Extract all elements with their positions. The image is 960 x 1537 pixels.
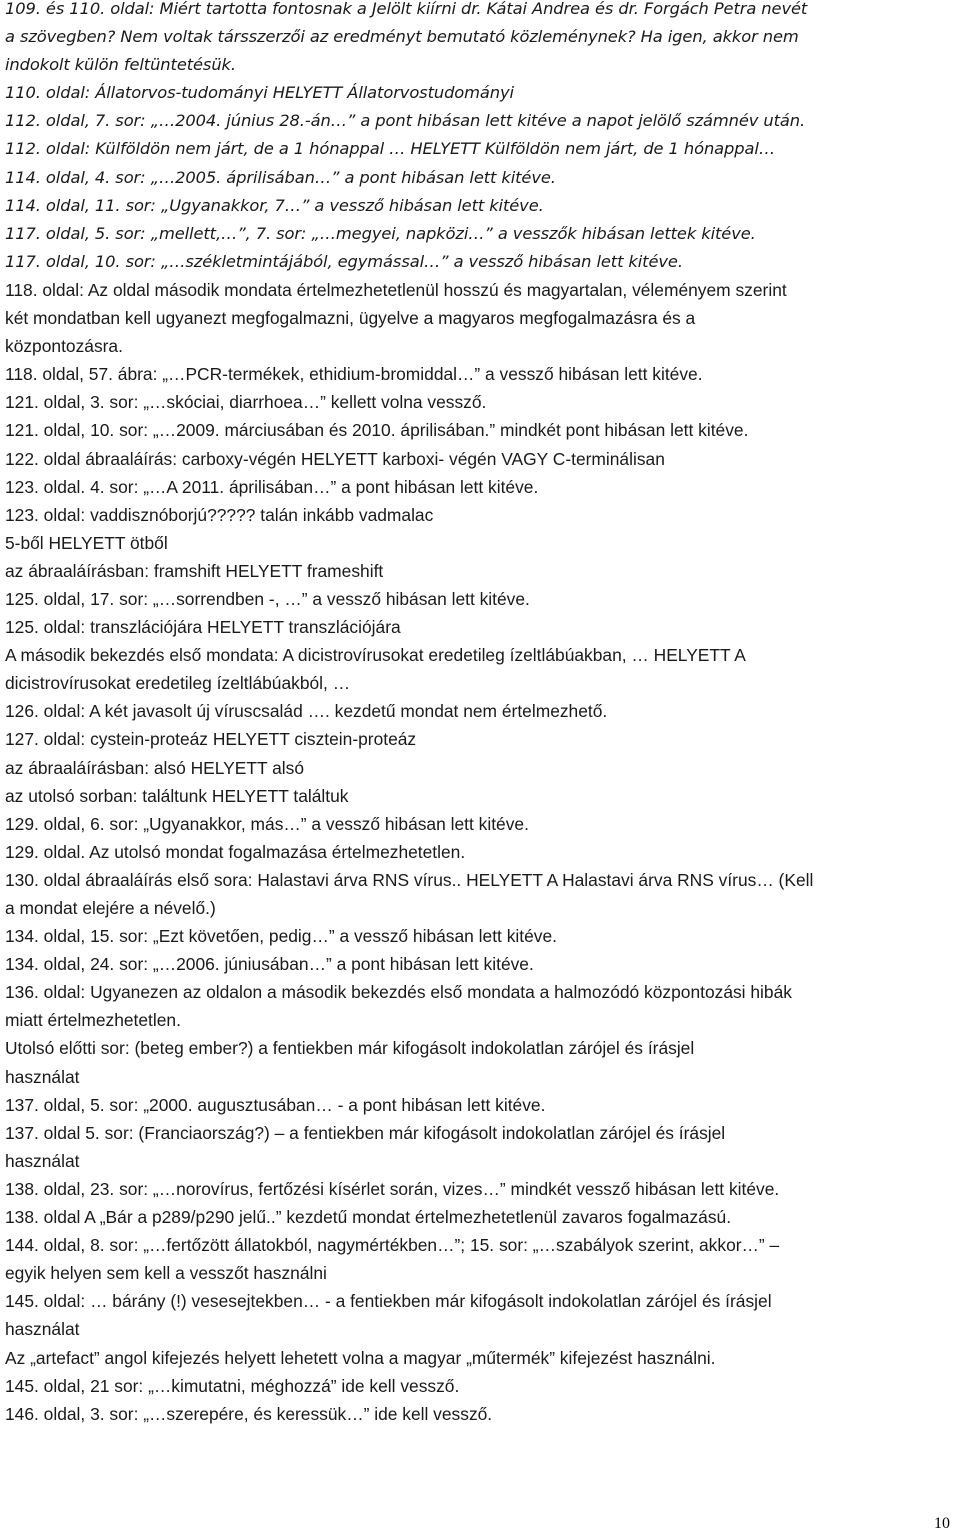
text-line: 146. oldal, 3. sor: „…szerepére, és keressük…” ide kell vessző. [5, 1403, 493, 1424]
page-number: 10 [934, 1515, 950, 1532]
text-line: 114. oldal, 11. sor: „Ugyanakkor, 7…” a vessző hibásan lett kitéve. [5, 195, 544, 215]
text-line: egyik helyen sem kell a vesszőt használni [5, 1263, 327, 1284]
text-line: 117. oldal, 5. sor: „mellett,…”, 7. sor: „…megyei, napközi…” a vesszők hibásan lettek kitéve. [5, 223, 756, 243]
text-line: 114. oldal, 4. sor: „…2005. áprilisában…” a pont hibásan lett kitéve. [5, 167, 556, 187]
text-line: 134. oldal, 15. sor: „Ezt követően, pedig…” a vessző hibásan lett kitéve. [5, 926, 557, 947]
text-line: Az „artefact” angol kifejezés helyett lehetett volna a magyar „műtermék” kifejezést használni. [5, 1347, 716, 1368]
text-line: 109. és 110. oldal: Miért tartotta fontosnak a Jelölt kiírni dr. Kátai Andrea és dr. Forgách Petra nevét [5, 0, 808, 18]
text-line: indokolt külön feltüntetésük. [5, 55, 236, 75]
text-line: dicistrovírusokat eredetileg ízeltlábúakból, … [5, 673, 351, 694]
text-line: 110. oldal: Állatorvos-tudományi HELYETT Állatorvostudományi [5, 83, 514, 103]
text-line: 138. oldal, 23. sor: „…norovírus, fertőzési kísérlet során, vizes…” mindkét vessző hibásan lett kitéve. [5, 1178, 780, 1199]
text-line: 144. oldal, 8. sor: „…fertőzött állatokból, nagymértékben…”; 15. sor: „…szabályok szerint, akkor…” – [5, 1235, 780, 1256]
text-line: a szövegben? Nem voltak társszerzői az eredményt bemutató közleménynek? Ha igen, akkor nem [5, 27, 799, 47]
text-line: 112. oldal, 7. sor: „…2004. június 28.-án…” a pont hibásan lett kitéve a napot jelölő számnév után. [5, 111, 806, 131]
text-line: miatt értelmezhetetlen. [5, 1010, 181, 1031]
text-line: 145. oldal: … bárány (!) vesesejtekben… - a fentiekben már kifogásolt indokolatlan zárójel és írásjel [5, 1291, 772, 1312]
text-line: 121. oldal, 3. sor: „…skóciai, diarrhoea…” kellett volna vessző. [5, 392, 487, 413]
text-line: az utolsó sorban: találtunk HELYETT találtuk [5, 785, 349, 806]
text-line: 138. oldal A „Bár a p289/p290 jelű..” kezdetű mondat értelmezhetetlenül zavaros fogalmazású. [5, 1207, 732, 1228]
text-line: a mondat elejére a névelő.) [5, 898, 216, 918]
text-line: használat [5, 1066, 80, 1087]
text-line: 145. oldal, 21 sor: „…kimutatni, méghozzá” ide kell vessző. [5, 1375, 460, 1396]
text-line: 134. oldal, 24. sor: „…2006. júniusában…” a pont hibásan lett kitéve. [5, 954, 534, 975]
text-line: 136. oldal: Ugyanezen az oldalon a második bekezdés első mondata a halmozódó központozási hibák [5, 982, 792, 1003]
text-line: 118. oldal, 57. ábra: „…PCR-termékek, ethidium-bromiddal…” a vessző hibásan lett kitéve. [5, 364, 703, 385]
text-line: 137. oldal, 5. sor: „2000. augusztusában… - a pont hibásan lett kitéve. [5, 1094, 546, 1115]
text-line: az ábraaláírásban: alsó HELYETT alsó [5, 757, 305, 778]
text-line: 137. oldal 5. sor: (Franciaország?) – a fentiekben már kifogásolt indokolatlan zárójel és írásjel [5, 1122, 726, 1143]
text-line: 125. oldal: transzlációjára HELYETT transzlációjára [5, 617, 401, 638]
text-line: 117. oldal, 10. sor: „…székletmintájából, egymással…” a vessző hibásan lett kitéve. [5, 251, 683, 271]
text-line: 126. oldal: A két javasolt új víruscsalád …. kezdetű mondat nem értelmezhető. [5, 701, 608, 722]
text-line: 130. oldal ábraaláírás első sora: Halastavi árva RNS vírus.. HELYETT A Halastavi árva RNS vírus… (Kell [5, 869, 814, 890]
text-line: az ábraaláírásban: framshift HELYETT frameshift [5, 560, 384, 581]
text-line: 123. oldal. 4. sor: „…A 2011. áprilisában…” a pont hibásan lett kitéve. [5, 476, 539, 497]
text-line: 127. oldal: cystein-proteáz HELYETT cisztein-proteáz [5, 729, 417, 750]
text-line: Utolsó előtti sor: (beteg ember?) a fentiekben már kifogásolt indokolatlan zárójel és írásjel [5, 1038, 695, 1059]
text-line: használat [5, 1319, 80, 1340]
text-line: 129. oldal, 6. sor: „Ugyanakkor, más…” a vessző hibásan lett kitéve. [5, 813, 529, 834]
text-line: 5-ből HELYETT ötből [5, 532, 168, 553]
document-body [5, 0, 953, 1428]
text-line: 125. oldal, 17. sor: „…sorrendben -, …” a vessző hibásan lett kitéve. [5, 588, 530, 609]
text-line: 118. oldal: Az oldal második mondata értelmezhetetlenül hosszú és magyartalan, véleményem szerint [5, 279, 787, 300]
text-line: központozásra. [5, 336, 123, 357]
text-line: két mondatban kell ugyanezt megfogalmazni, ügyelve a magyaros megfogalmazásra és a [5, 308, 696, 329]
text-line: 123. oldal: vaddisznóborjú????? talán inkább vadmalac [5, 504, 434, 525]
text-line: 121. oldal, 10. sor: „…2009. márciusában és 2010. áprilisában.” mindkét pont hibásan lett kitéve. [5, 420, 749, 441]
text-line: A második bekezdés első mondata: A dicistrovírusokat eredetileg ízeltlábúakban, … HELYETT A [5, 645, 746, 666]
text-line: 129. oldal. Az utolsó mondat fogalmazása értelmezhetetlen. [5, 841, 466, 862]
text-line: 122. oldal ábraaláírás: carboxy-végén HELYETT karboxi- végén VAGY C-terminálisan [5, 448, 665, 469]
text-line: 112. oldal: Külföldön nem járt, de a 1 hónappal … HELYETT Külföldön nem járt, de 1 hónappal… [5, 139, 776, 159]
text-line: használat [5, 1150, 80, 1171]
